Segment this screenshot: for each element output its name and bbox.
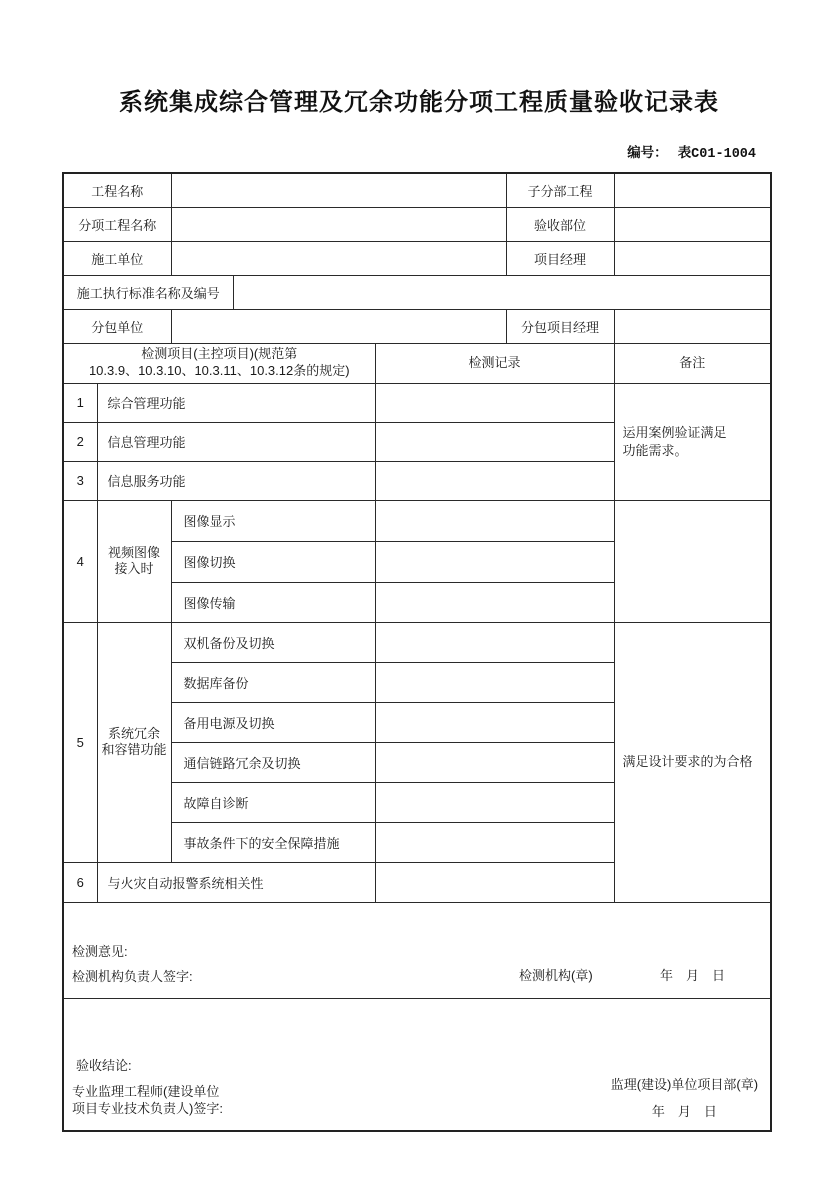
subitem-name: 数据库备份 — [171, 662, 375, 702]
subitem-record-field[interactable] — [375, 500, 614, 541]
execution-standard-field[interactable] — [233, 275, 771, 309]
sub-division-label: 子分部工程 — [506, 173, 614, 207]
subitem-name: 图像显示 — [171, 500, 375, 541]
doc-number-label: 编号： — [627, 145, 668, 160]
item-name: 综合管理功能 — [97, 383, 375, 422]
subitem-name: 故障自诊断 — [171, 782, 375, 822]
info-row-constructor — [63, 241, 771, 275]
item-name-video-image: 视频图像 接入时 — [97, 500, 171, 622]
inspection-opinion-cell[interactable] — [63, 902, 771, 998]
subitem-project-field[interactable] — [171, 207, 506, 241]
acceptance-record-table — [62, 172, 772, 1132]
inspection-opinion-row — [63, 902, 771, 998]
acceptance-conclusion-label: 验收结论: — [76, 1057, 132, 1073]
acceptance-conclusion-row — [63, 998, 771, 1131]
construction-unit-field[interactable] — [171, 241, 506, 275]
project-name-label: 工程名称 — [63, 173, 171, 207]
acceptance-date-label: 年 月 日 — [651, 1104, 717, 1119]
subitem-record-field[interactable] — [375, 582, 614, 622]
item-no: 6 — [63, 862, 97, 902]
subitem-record-field[interactable] — [375, 782, 614, 822]
remark-header: 备注 — [614, 343, 771, 383]
subcontractor-field[interactable] — [171, 309, 506, 343]
subitem-name: 事故条件下的安全保障措施 — [171, 822, 375, 862]
item-record-field[interactable] — [375, 383, 614, 422]
item-name-redundancy: 系统冗余 和容错功能 — [97, 622, 171, 862]
project-manager-field[interactable] — [614, 241, 771, 275]
item-record-field[interactable] — [375, 461, 614, 500]
item-no: 4 — [63, 500, 97, 622]
subitem-project-label: 分项工程名称 — [63, 207, 171, 241]
acceptance-stamp-block — [611, 1074, 758, 1120]
subcontract-manager-label: 分包项目经理 — [506, 309, 614, 343]
subitem-name: 双机备份及切换 — [171, 622, 375, 662]
acceptance-signer-label: 专业监理工程师(建设单位 项目专业技术负责人)签字: — [72, 1083, 223, 1117]
inspection-opinion-label: 检测意见: — [72, 943, 128, 959]
item-no: 3 — [63, 461, 97, 500]
item-no: 2 — [63, 422, 97, 461]
item-name: 信息服务功能 — [97, 461, 375, 500]
acceptance-conclusion-cell[interactable] — [63, 998, 771, 1131]
sub-division-field[interactable] — [614, 173, 771, 207]
inspection-items-header: 检测项目(主控项目)(规范第 10.3.9、10.3.10、10.3.11、10.3.12条的规定) — [63, 343, 375, 383]
subcontractor-label: 分包单位 — [63, 309, 171, 343]
subitem-record-field[interactable] — [375, 622, 614, 662]
subitem-record-field[interactable] — [375, 662, 614, 702]
construction-unit-label: 施工单位 — [63, 241, 171, 275]
checklist-header-row — [63, 343, 771, 383]
subcontract-manager-field[interactable] — [614, 309, 771, 343]
doc-number-value: 表C01-1004 — [677, 147, 756, 162]
doc-number — [62, 141, 770, 162]
execution-standard-label: 施工执行标准名称及编号 — [63, 275, 233, 309]
subitem-name: 通信链路冗余及切换 — [171, 742, 375, 782]
item-no: 5 — [63, 622, 97, 862]
item-name: 信息管理功能 — [97, 422, 375, 461]
item-row-4-sub-1 — [63, 500, 771, 541]
acceptance-part-label: 验收部位 — [506, 207, 614, 241]
item-record-field[interactable] — [375, 422, 614, 461]
remark-cell-items-1-3: 运用案例验证满足 功能需求。 — [614, 383, 771, 500]
acceptance-org-label: 监理(建设)单位项目部(章) — [610, 1077, 759, 1092]
item-row-1 — [63, 383, 771, 422]
subitem-name: 备用电源及切换 — [171, 702, 375, 742]
remark-cell-items-5-6: 满足设计要求的为合格 — [614, 622, 771, 902]
project-name-field[interactable] — [171, 173, 506, 207]
inspection-record-header: 检测记录 — [375, 343, 614, 383]
item-record-field[interactable] — [375, 862, 614, 902]
acceptance-part-field[interactable] — [614, 207, 771, 241]
info-row-subcontract — [63, 309, 771, 343]
subitem-record-field[interactable] — [375, 822, 614, 862]
subitem-record-field[interactable] — [375, 702, 614, 742]
project-manager-label: 项目经理 — [506, 241, 614, 275]
info-row-subitem — [63, 207, 771, 241]
info-row-standard — [63, 275, 771, 309]
subitem-record-field[interactable] — [375, 541, 614, 582]
info-row-project — [63, 173, 771, 207]
inspection-date-label: 年 月 日 — [660, 967, 726, 983]
subitem-name: 图像传输 — [171, 582, 375, 622]
item-name: 与火灾自动报警系统相关性 — [97, 862, 375, 902]
item-row-5-sub-1 — [63, 622, 771, 662]
item-no: 1 — [63, 383, 97, 422]
inspection-org-label: 检测机构(章) — [519, 967, 593, 983]
page-title: 系统集成综合管理及冗余功能分项工程质量验收记录表 — [119, 89, 719, 116]
subitem-name: 图像切换 — [171, 541, 375, 582]
inspection-signer-label: 检测机构负责人签字: — [72, 968, 193, 984]
subitem-record-field[interactable] — [375, 742, 614, 782]
remark-cell-item-4 — [614, 500, 771, 622]
